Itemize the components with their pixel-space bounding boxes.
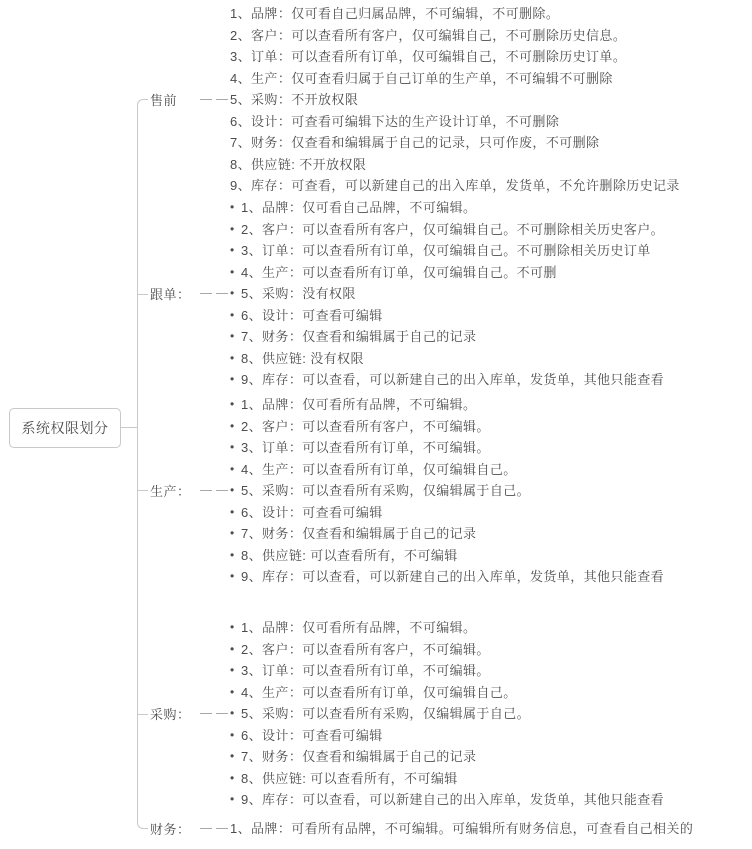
item-text: 7、财务：仅查看和编辑属于自己的记录，只可作废，不可删除 bbox=[230, 135, 600, 150]
bullet-icon: • bbox=[230, 372, 235, 386]
item-text: 9、库存：可以查看，可以新建自己的出入库单，发货单，其他只能查看 bbox=[241, 372, 665, 387]
mindmap-item[interactable] bbox=[230, 46, 680, 68]
bullet-icon: • bbox=[230, 329, 235, 343]
item-text: 4、生产：仅可查看归属于自己订单的生产单，不可编辑不可删除 bbox=[230, 70, 613, 86]
item-text: 4、生产：可以查看所有订单，仅可编辑自己。不可删 bbox=[241, 264, 557, 280]
mindmap-item[interactable] bbox=[230, 639, 664, 661]
mindmap-item[interactable] bbox=[230, 111, 680, 133]
bullet-icon: • bbox=[230, 397, 235, 411]
bullet-icon: • bbox=[230, 286, 235, 300]
mindmap-item[interactable] bbox=[230, 219, 664, 241]
item-text: 6、设计：可查看可编辑 bbox=[241, 727, 383, 743]
branch-label-finance[interactable]: 财务： bbox=[150, 822, 191, 838]
mindmap-item[interactable] bbox=[230, 789, 664, 811]
item-text: 3、订单：可以查看所有订单，仅可编辑自己。不可删除相关历史订单 bbox=[241, 243, 651, 258]
item-text: 8、供应链: 不开放权限 bbox=[230, 156, 367, 172]
item-text: 7、财务：仅查看和编辑属于自己的记录 bbox=[241, 749, 477, 764]
root-node-label: 系统权限划分 bbox=[21, 420, 109, 436]
branch-presales bbox=[150, 3, 680, 197]
bullet-icon: • bbox=[230, 418, 235, 433]
root-connector-line bbox=[121, 427, 138, 428]
mindmap-item[interactable] bbox=[230, 132, 680, 154]
mindmap-item[interactable] bbox=[230, 480, 664, 502]
item-text: 3、订单：可以查看所有订单，不可编辑。 bbox=[241, 663, 490, 678]
item-text: 3、订单：可以查看所有订单，仅可编辑自己，不可删除历史订单。 bbox=[230, 49, 627, 64]
item-text: 2、客户：可以查看所有客户，仅可编辑自己，不可删除历史信息。 bbox=[230, 27, 627, 43]
branch-label-order-following[interactable]: 跟单： bbox=[150, 287, 191, 303]
mindmap-item[interactable] bbox=[230, 305, 664, 327]
branch-items-order-following bbox=[230, 197, 664, 391]
mindmap-item[interactable] bbox=[230, 25, 680, 47]
item-text: 2、客户：可以查看所有客户，不可编辑。 bbox=[241, 641, 490, 657]
branch-finance bbox=[150, 818, 693, 840]
branch-label-presales[interactable]: 售前 bbox=[150, 93, 178, 109]
mindmap-item[interactable] bbox=[230, 746, 664, 768]
item-text: 5、采购：可以查看所有采购，仅编辑属于自己。 bbox=[241, 483, 531, 498]
bullet-icon: • bbox=[230, 727, 235, 742]
mindmap-item[interactable] bbox=[230, 725, 664, 747]
item-text: 6、设计：可查看可编辑 bbox=[241, 307, 383, 323]
item-text: 6、设计：可查看可编辑 bbox=[241, 504, 383, 520]
mindmap-item[interactable] bbox=[230, 545, 664, 567]
item-text: 1、品牌：仅可看所有品牌，不可编辑。 bbox=[241, 397, 477, 412]
trunk-top-corner-line bbox=[137, 99, 148, 106]
trunk-bottom-corner-line bbox=[137, 822, 148, 829]
mindmap-item[interactable] bbox=[230, 89, 680, 111]
item-text: 7、财务：仅查看和编辑属于自己的记录 bbox=[241, 329, 477, 344]
branch-stub-line bbox=[137, 294, 148, 295]
item-text: 1、品牌：仅可看所有品牌，不可编辑。 bbox=[241, 620, 477, 635]
bullet-icon: • bbox=[230, 684, 235, 699]
branch-production bbox=[150, 394, 664, 588]
bullet-icon: • bbox=[230, 547, 235, 562]
bullet-icon: • bbox=[230, 706, 235, 720]
mindmap-item[interactable] bbox=[230, 175, 680, 197]
mindmap-item[interactable] bbox=[230, 437, 664, 459]
bullet-icon: • bbox=[230, 504, 235, 519]
branch-dash-line bbox=[200, 99, 228, 100]
mindmap-item[interactable] bbox=[230, 502, 664, 524]
item-text: 2、客户：可以查看所有客户，仅可编辑自己。不可删除相关历史客户。 bbox=[241, 221, 665, 237]
bullet-icon: • bbox=[230, 243, 235, 257]
mindmap-item[interactable] bbox=[230, 682, 664, 704]
item-text: 9、库存：可以查看，可以新建自己的出入库单，发货单，其他只能查看 bbox=[241, 569, 665, 584]
trunk-line bbox=[137, 104, 138, 824]
bullet-icon: • bbox=[230, 440, 235, 454]
bullet-icon: • bbox=[230, 307, 235, 322]
bullet-icon: • bbox=[230, 569, 235, 583]
bullet-icon: • bbox=[230, 641, 235, 656]
bullet-icon: • bbox=[230, 200, 235, 214]
branch-label-procurement[interactable]: 采购： bbox=[150, 707, 191, 723]
bullet-icon: • bbox=[230, 221, 235, 236]
branch-label-production[interactable]: 生产： bbox=[150, 484, 191, 500]
bullet-icon: • bbox=[230, 350, 235, 365]
mindmap-item[interactable] bbox=[230, 703, 664, 725]
mindmap-item[interactable] bbox=[230, 459, 664, 481]
item-text: 1、品牌：可看所有品牌，不可编辑。可编辑所有财务信息，可查看自己相关的 bbox=[230, 821, 694, 836]
item-text: 7、财务：仅查看和编辑属于自己的记录 bbox=[241, 526, 477, 541]
mindmap-item[interactable] bbox=[230, 3, 680, 25]
bullet-icon: • bbox=[230, 264, 235, 279]
branch-dash-line bbox=[200, 828, 228, 829]
branch-items-presales bbox=[230, 3, 680, 197]
bullet-icon: • bbox=[230, 620, 235, 634]
branch-items-procurement bbox=[230, 617, 664, 811]
item-text: 9、库存：可查看，可以新建自己的出入库单，发货单，不允许删除历史记录 bbox=[230, 178, 680, 193]
item-text: 5、采购：可以查看所有采购，仅编辑属于自己。 bbox=[241, 706, 531, 721]
mindmap-item[interactable] bbox=[230, 283, 664, 305]
bullet-icon: • bbox=[230, 461, 235, 476]
bullet-icon: • bbox=[230, 792, 235, 806]
branch-items-finance bbox=[230, 818, 693, 840]
mindmap-item[interactable] bbox=[230, 617, 664, 639]
item-text: 4、生产：可以查看所有订单，仅可编辑自己。 bbox=[241, 461, 517, 477]
item-text: 2、客户：可以查看所有客户，不可编辑。 bbox=[241, 418, 490, 434]
branch-dash-line bbox=[200, 713, 228, 714]
mindmap-item[interactable] bbox=[230, 768, 664, 790]
item-text: 4、生产：可以查看所有订单，仅可编辑自己。 bbox=[241, 684, 517, 700]
item-text: 8、供应链: 没有权限 bbox=[241, 350, 364, 366]
item-text: 9、库存：可以查看，可以新建自己的出入库单，发货单，其他只能查看 bbox=[241, 792, 665, 807]
mindmap-item[interactable] bbox=[230, 818, 693, 840]
branch-procurement bbox=[150, 617, 664, 811]
item-text: 8、供应链: 可以查看所有，不可编辑 bbox=[241, 770, 458, 786]
mindmap-item[interactable] bbox=[230, 262, 664, 284]
mindmap-item[interactable] bbox=[230, 660, 664, 682]
mindmap-item[interactable] bbox=[230, 68, 680, 90]
item-text: 1、品牌：仅可看自己品牌，不可编辑。 bbox=[241, 200, 477, 215]
mindmap-item[interactable] bbox=[230, 566, 664, 588]
branch-stub-line bbox=[137, 490, 148, 491]
bullet-icon: • bbox=[230, 526, 235, 540]
branch-dash-line bbox=[200, 490, 228, 491]
branch-order-following bbox=[150, 197, 664, 391]
branch-items-production bbox=[230, 394, 664, 588]
item-text: 8、供应链: 可以查看所有，不可编辑 bbox=[241, 547, 458, 563]
mindmap-item[interactable] bbox=[230, 416, 664, 438]
mindmap-item[interactable] bbox=[230, 154, 680, 176]
item-text: 1、品牌：仅可看自己归属品牌，不可编辑，不可删除。 bbox=[230, 6, 560, 21]
bullet-icon: • bbox=[230, 483, 235, 497]
root-node[interactable] bbox=[9, 408, 121, 448]
mindmap-item[interactable] bbox=[230, 348, 664, 370]
item-text: 3、订单：可以查看所有订单，不可编辑。 bbox=[241, 440, 490, 455]
mindmap-item[interactable] bbox=[230, 326, 664, 348]
mindmap-item[interactable] bbox=[230, 523, 664, 545]
mindmap-item[interactable] bbox=[230, 394, 664, 416]
mindmap-item[interactable] bbox=[230, 197, 664, 219]
item-text: 6、设计：可查看可编辑下达的生产设计订单，不可删除 bbox=[230, 113, 560, 129]
bullet-icon: • bbox=[230, 663, 235, 677]
mindmap-item[interactable] bbox=[230, 240, 664, 262]
branch-dash-line bbox=[200, 293, 228, 294]
item-text: 5、采购：不开放权限 bbox=[230, 92, 359, 107]
bullet-icon: • bbox=[230, 770, 235, 785]
bullet-icon: • bbox=[230, 749, 235, 763]
branch-stub-line bbox=[137, 714, 148, 715]
mindmap-item[interactable] bbox=[230, 369, 664, 391]
item-text: 5、采购：没有权限 bbox=[241, 286, 356, 301]
